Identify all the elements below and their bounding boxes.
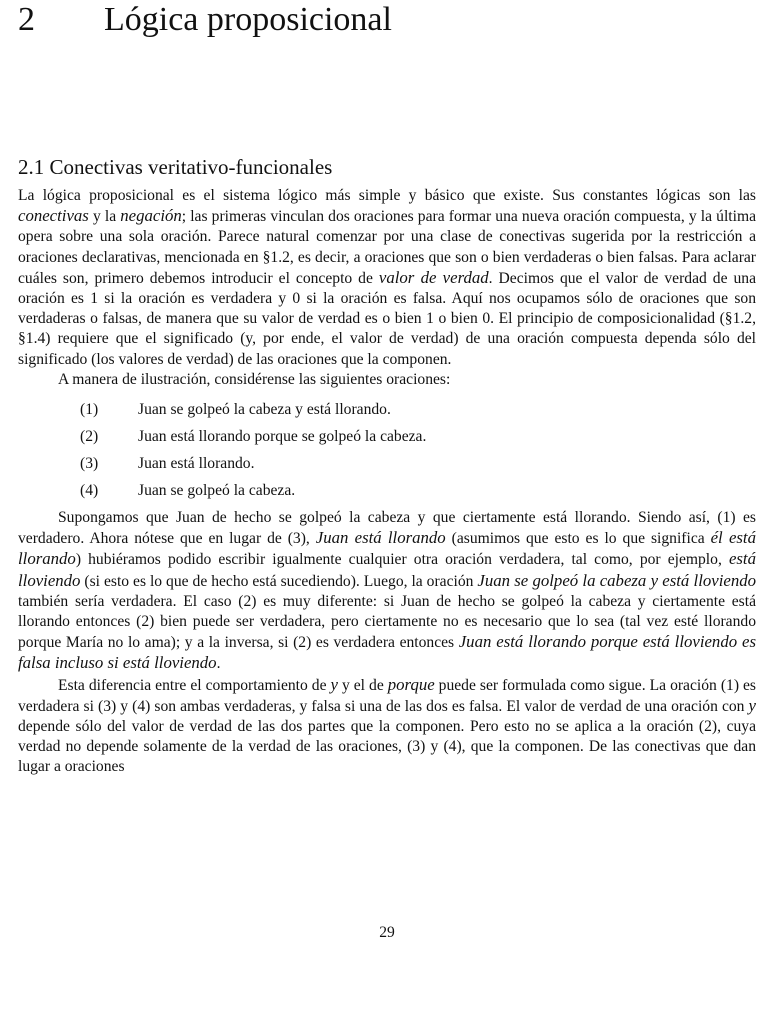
text-run: también sería verdadera. El caso (2) es muy diferente: si Juan de hecho se golpeó la cabeza y ciertamente está llorando entonces (2) bien puede ser verdadera, pero ciertamente no es necesario que lo sea (tal vez esté llorando porque María no lo ama); y a la inversa, si (2) es verdadera entonces [18, 592, 756, 652]
paragraph-4 [18, 675, 756, 778]
text-run: depende sólo del valor de verdad de las dos partes que la componen. Pero esto no se aplica a la oración (2), cuya verdad no depende solamente de la verdad de las oraciones, (3) y (4), que la componen. De las conectivas que dan lugar a oraciones [18, 718, 756, 776]
text-run: . Decimos que el valor de verdad de una oración es 1 si la oración es verdadera y 0 si la oración es falsa. Aquí nos ocupamos sólo de oraciones que son verdaderas o falsas, de manera que su valor de verdad es o bien 1 o bien 0. El principio de composicionalidad (§1.2, §1.4) requiere que el significado (y, por ende, el valor de verdad) de una oración compuesta dependa sólo del significado (los valores de verdad) de las oraciones que la componen. [18, 269, 756, 368]
emphasis-term: Juan está llorando porque está lloviendo es falsa incluso si está lloviendo [18, 632, 756, 673]
example-text: Juan está llorando. [138, 455, 255, 473]
text-run: ) hubiéramos podido escribir igualmente cualquier otra oración verdadera, tal como, por ejemplo, [75, 551, 729, 569]
emphasis-term: y [330, 674, 338, 694]
emphasis-term: Juan se golpeó la cabeza y está lloviendo [477, 570, 756, 590]
example-item [18, 423, 756, 450]
text-run: La lógica proposicional es el sistema lógico más simple y básico que existe. Sus constantes lógicas son las [18, 187, 756, 204]
text-run: ; las primeras vinculan dos oraciones para formar una nueva oración compuesta, y la última opera sobre una sola oración. Parece natural comenzar por una clase de conectivas sugerida por la restricción a oraciones declarativas, mencionada en §1.2, es decir, a oraciones que son o bien verdaderas o bien falsas. Para aclarar cuáles son, primero debemos introducir el concepto de [18, 208, 757, 287]
emphasis-term: negación [120, 206, 182, 226]
text-run: . [216, 655, 221, 673]
text-run: y la [88, 208, 121, 226]
emphasis-term: está lloviendo [18, 549, 756, 590]
chapter-title: Lógica proposicional [104, 1, 392, 38]
emphasis-term: y [748, 695, 756, 715]
text-run: (asumimos que esto es lo que significa [445, 530, 711, 548]
chapter-heading [18, 0, 392, 40]
page-number: 29 [379, 924, 395, 941]
emphasis-term: porque [387, 674, 435, 694]
example-number: (4) [80, 482, 99, 500]
emphasis-term: conectivas [18, 206, 89, 226]
example-item [18, 477, 756, 504]
example-number: (3) [80, 455, 99, 473]
body-text [18, 186, 756, 778]
paragraph-2: A manera de ilustración, considérense las siguientes oraciones: [58, 370, 451, 388]
example-list [18, 396, 756, 504]
text-run: Esta diferencia entre el comportamiento de [58, 676, 331, 694]
emphasis-term: Juan está llorando [315, 528, 446, 548]
example-text: Juan está llorando porque se golpeó la cabeza. [138, 428, 427, 446]
example-item [18, 396, 756, 423]
example-number: (2) [80, 428, 99, 446]
section-title: 2.1 Conectivas veritativo-funcionales [18, 155, 333, 179]
emphasis-term: él está llorando [18, 528, 756, 569]
emphasis-term: valor de verdad [378, 267, 489, 287]
example-item [18, 450, 756, 477]
chapter-number: 2 [18, 1, 35, 38]
text-run: puede ser formulada como sigue. La oración (1) es verdadera si (3) y (4) son ambas verdaderas, y falsa si una de las dos es falsa. El valor de verdad de una oración con [18, 676, 757, 715]
text-run: y el de [337, 676, 388, 694]
text-run: (si esto es lo que de hecho está sucediendo). Luego, la oración [80, 572, 478, 590]
example-text: Juan se golpeó la cabeza. [138, 482, 296, 500]
example-number: (1) [80, 401, 99, 419]
paragraph-1 [18, 186, 756, 370]
example-text: Juan se golpeó la cabeza y está llorando. [138, 401, 391, 419]
paragraph-3 [18, 508, 756, 675]
text-run: Supongamos que Juan de hecho se golpeó la cabeza y que ciertamente está llorando. Siendo así, (1) es verdadero. Ahora nótese que en lugar de (3), [18, 509, 756, 548]
